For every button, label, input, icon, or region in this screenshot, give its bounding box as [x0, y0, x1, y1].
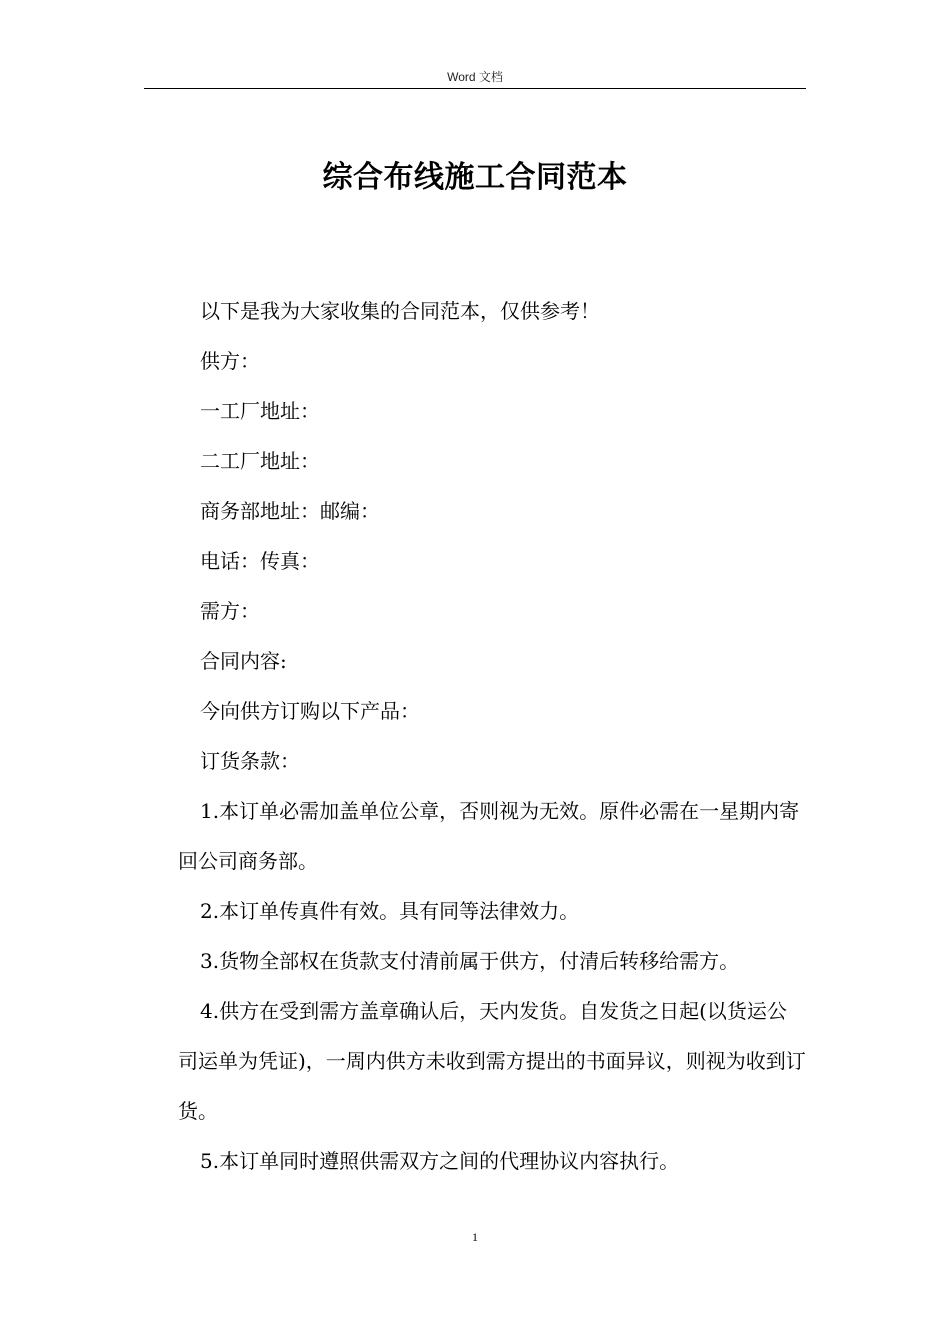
paragraph-term-1: 1.本订单必需加盖单位公章，否则视为无效。原件必需在一星期内寄回公司商务部。: [178, 799, 800, 873]
paragraph-buyer: 需方：: [200, 599, 260, 623]
page-header: [144, 64, 806, 89]
paragraph-order-terms: 订货条款：: [200, 749, 300, 773]
paragraph-intro: 以下是我为大家收集的合同范本，仅供参考！: [200, 299, 600, 323]
paragraph-business-address: 商务部地址：邮编：: [200, 499, 380, 523]
paragraph-phone-fax: 电话：传真：: [200, 549, 320, 573]
paragraph-supplier: 供方：: [200, 349, 260, 373]
paragraph-factory-2-address: 二工厂地址：: [200, 449, 320, 473]
paragraph-term-2: 2.本订单传真件有效。具有同等法律效力。: [200, 899, 580, 923]
page-number: 1: [472, 1230, 478, 1244]
document-title: 综合布线施工合同范本: [322, 160, 628, 195]
paragraph-contract-content: 合同内容:: [200, 649, 287, 673]
paragraph-factory-1-address: 一工厂地址：: [200, 399, 320, 423]
paragraph-term-3: 3.货物全部权在货款支付清前属于供方，付清后转移给需方。: [200, 949, 740, 973]
document-body: [178, 286, 806, 1186]
paragraph-term-5: 5.本订单同时遵照供需双方之间的代理协议内容执行。: [200, 1149, 680, 1173]
header-label: Word 文档: [447, 70, 503, 84]
paragraph-order-products: 今向供方订购以下产品：: [200, 699, 420, 723]
paragraph-term-4: 4.供方在受到需方盖章确认后，天内发货。自发货之日起(以货运公司运单为凭证)，一周内供方未收到需方提出的书面异议，则视为收到订货。: [178, 999, 806, 1123]
